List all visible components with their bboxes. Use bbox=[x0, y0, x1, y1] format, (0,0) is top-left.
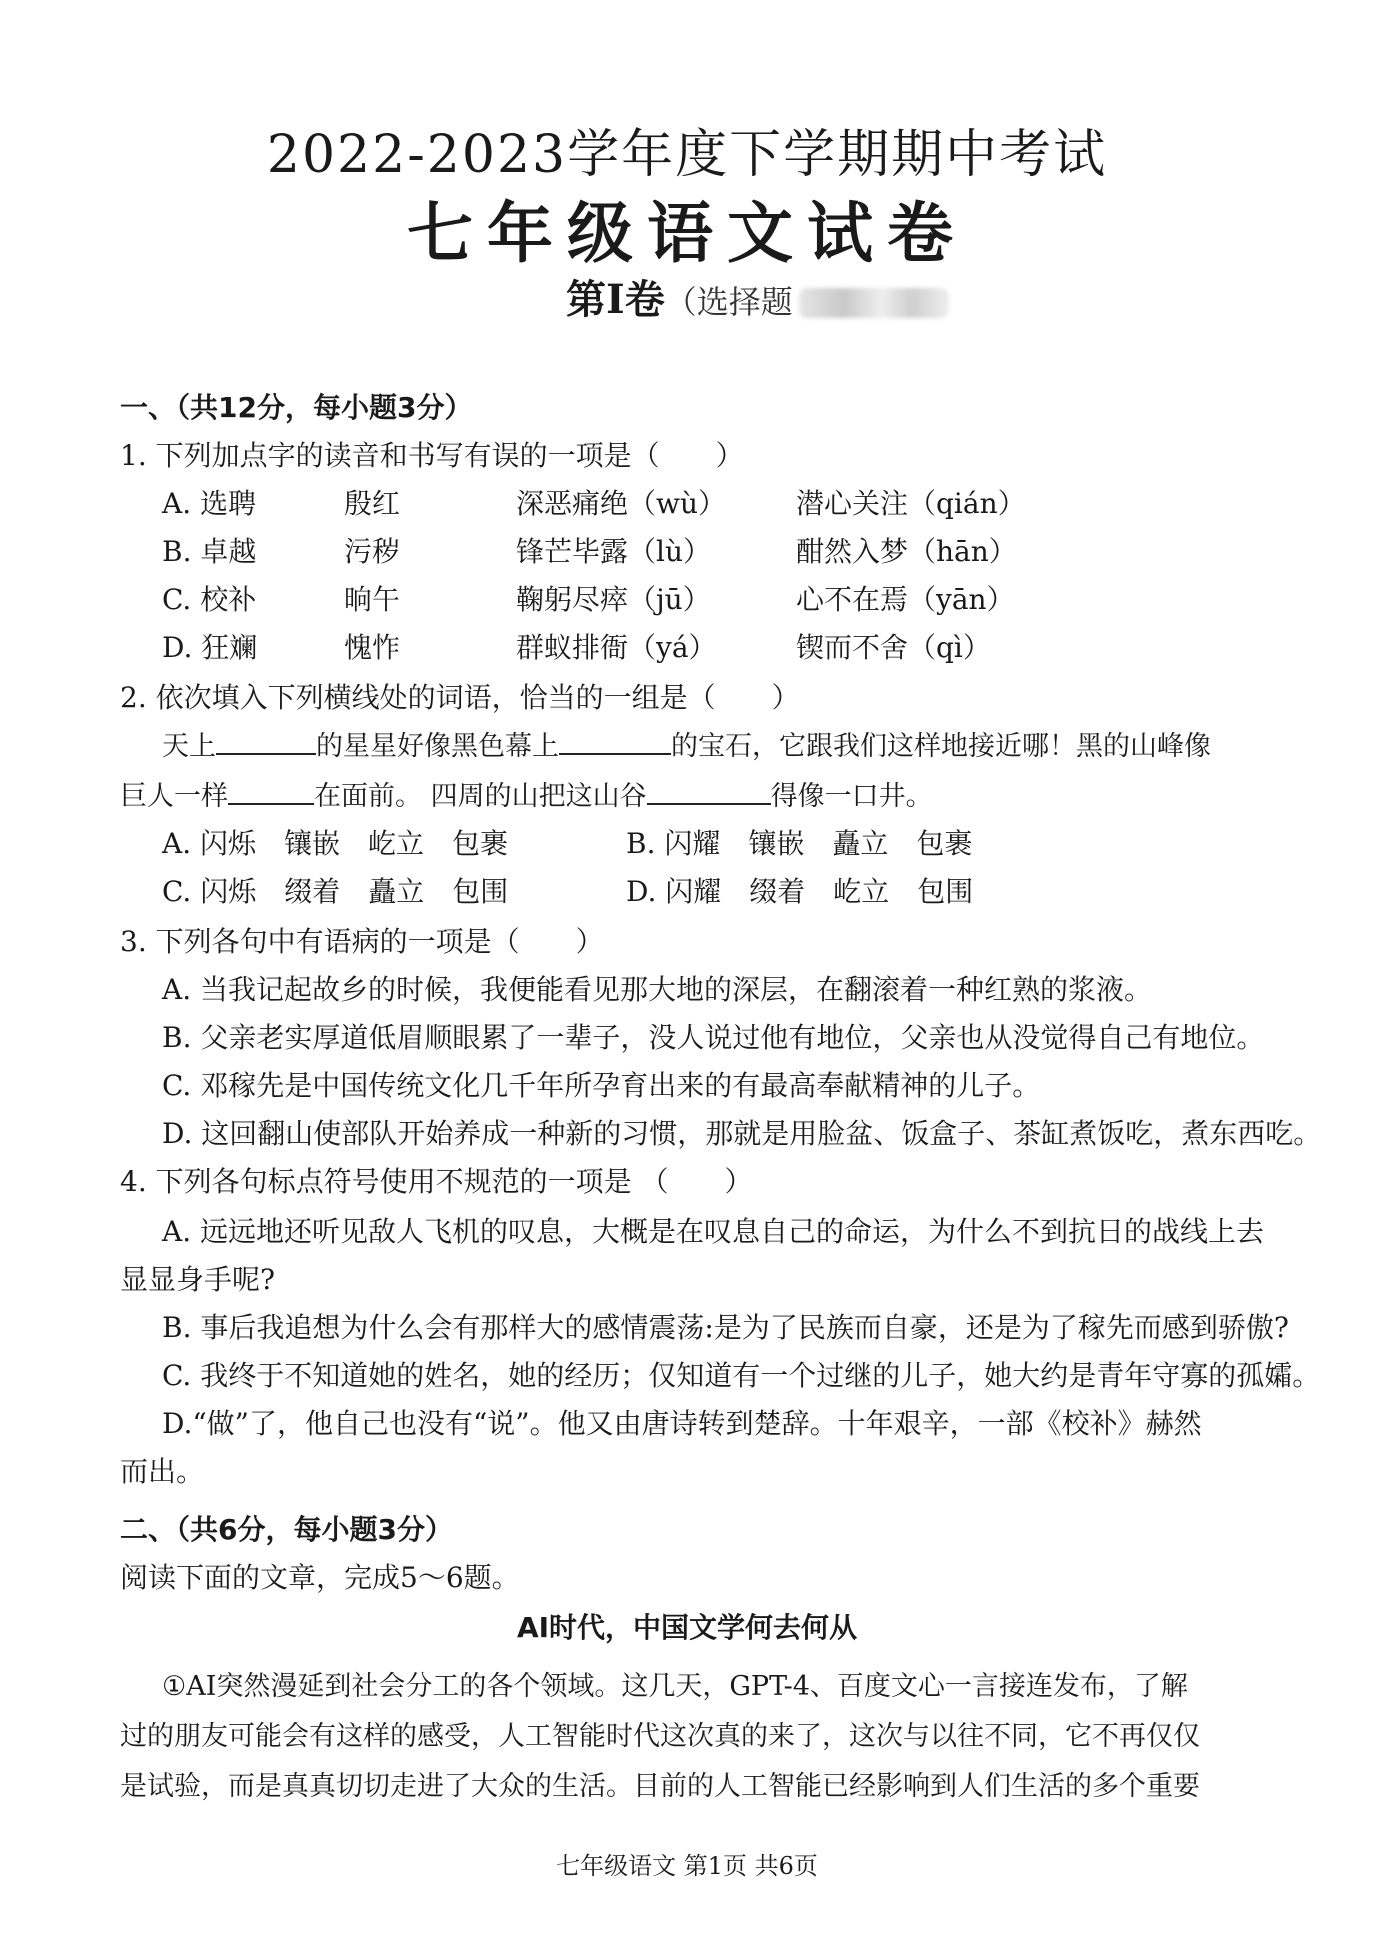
q3-option-a: A. 当我记起故乡的时候，我便能看见那大地的深层，在翻滚着一种红熟的浆液。 bbox=[162, 973, 1153, 1006]
q1-option-a-c4: 潜心关注（qián） bbox=[796, 487, 1026, 520]
q2-option-c: C. 闪烁 缀着 矗立 包围 bbox=[162, 875, 509, 908]
part-title-label: 第I卷 bbox=[566, 276, 665, 323]
section-2-heading: 二、（共6分，每小题3分） bbox=[120, 1513, 453, 1546]
q4-option-d-line1: D.“做”了，他自己也没有“说”。他又由唐诗转到楚辞。十年艰辛，一部《校补》赫然 bbox=[162, 1407, 1202, 1440]
q2-option-d: D. 闪耀 缀着 屹立 包围 bbox=[626, 875, 974, 908]
q4-option-c: C. 我终于不知道她的姓名，她的经历；仅知道有一个过继的儿子，她大约是青年守寡的孤孀。 bbox=[162, 1359, 1321, 1392]
q1-option-c-c1: C. 校补 bbox=[162, 583, 257, 616]
q1-option-d-c3: 群蚁排衙（yá） bbox=[516, 631, 717, 664]
q1-option-a-c3: 深恶痛绝（wù） bbox=[516, 487, 727, 520]
q4-option-a-line2: 显显身手呢? bbox=[120, 1263, 276, 1296]
q1-option-b-c2: 污秽 bbox=[344, 535, 401, 568]
q2-passage-text: 巨人一样 bbox=[120, 781, 228, 812]
fill-blank-line bbox=[647, 779, 771, 805]
fill-blank-line bbox=[228, 779, 314, 805]
q2-option-b: B. 闪耀 镶嵌 矗立 包裹 bbox=[626, 827, 973, 860]
article-title: AI时代，中国文学何去何从 bbox=[516, 1611, 858, 1644]
article-line: 是试验，而是真真切切走进了大众的生活。目前的人工智能已经影响到人们生活的多个重要 bbox=[120, 1771, 1200, 1802]
q4-option-d-line2: 而出。 bbox=[120, 1455, 205, 1488]
q2-passage-text: 天上 bbox=[162, 731, 216, 762]
exam-title-line1: 2022-2023学年度下学期期中考试 bbox=[266, 125, 1108, 185]
fill-blank-line bbox=[216, 729, 316, 755]
q2-passage-line1 bbox=[162, 724, 1211, 763]
section-1-heading: 一、（共12分，每小题3分） bbox=[120, 391, 473, 424]
section-2-instruction: 阅读下面的文章，完成5～6题。 bbox=[120, 1561, 520, 1594]
q2-passage-line2 bbox=[120, 774, 933, 813]
q2-option-a: A. 闪烁 镶嵌 屹立 包裹 bbox=[162, 827, 509, 860]
article-line: ①AI突然漫延到社会分工的各个领域。这几天，GPT-4、百度文心一言接连发布，了解 bbox=[162, 1671, 1188, 1702]
part-title bbox=[566, 268, 949, 325]
q2-passage-text: 在面前。 四周的山把这山谷 bbox=[314, 781, 647, 812]
exam-title-line2: 七年级语文试卷 bbox=[407, 195, 967, 272]
q1-option-b-c4: 酣然入梦（hān） bbox=[796, 535, 1017, 568]
q1-option-c-c3: 鞠躬尽瘁（jū） bbox=[516, 583, 711, 616]
q2-passage-text: 得像一口井。 bbox=[770, 781, 933, 812]
q1-option-c-c2: 晌午 bbox=[344, 583, 401, 616]
q1-option-c-c4: 心不在焉（yān） bbox=[796, 583, 1015, 616]
part-subtitle: （选择题 bbox=[664, 283, 793, 321]
q1-option-d-c1: D. 狂斓 bbox=[162, 631, 258, 664]
q3-option-d: D. 这回翻山使部队开始养成一种新的习惯，那就是用脸盆、饭盒子、茶缸煮饭吃，煮东西吃。 bbox=[162, 1117, 1322, 1150]
blurred-text-region bbox=[799, 288, 949, 318]
q1-option-a-c1: A. 选聘 bbox=[162, 487, 257, 520]
q2-passage-text: 的宝石，它跟我们这样地接近哪！黑的山峰像 bbox=[671, 731, 1211, 762]
q4-stem: 4. 下列各句标点符号使用不规范的一项是 （ ） bbox=[120, 1165, 753, 1198]
fill-blank-line bbox=[559, 729, 671, 755]
q1-option-d-c2: 愧怍 bbox=[344, 631, 401, 664]
article-line: 过的朋友可能会有这样的感受，人工智能时代这次真的来了，这次与以往不同，它不再仅仅 bbox=[120, 1721, 1200, 1752]
q1-stem: 1. 下列加点字的读音和书写有误的一项是（ ） bbox=[120, 439, 744, 472]
q4-option-a-line1: A. 远远地还听见敌人飞机的叹息，大概是在叹息自己的命运，为什么不到抗日的战线上去 bbox=[162, 1215, 1265, 1248]
q3-option-b: B. 父亲老实厚道低眉顺眼累了一辈子，没人说过他有地位，父亲也从没觉得自己有地位。 bbox=[162, 1021, 1265, 1054]
q3-option-c: C. 邓稼先是中国传统文化几千年所孕育出来的有最高奉献精神的儿子。 bbox=[162, 1069, 1041, 1102]
q2-passage-text: 的星星好像黑色幕上 bbox=[316, 731, 559, 762]
q1-option-b-c1: B. 卓越 bbox=[162, 535, 257, 568]
q1-option-a-c2: 殷红 bbox=[344, 487, 401, 520]
q3-stem: 3. 下列各句中有语病的一项是（ ） bbox=[120, 925, 604, 958]
q2-stem: 2. 依次填入下列横线处的词语，恰当的一组是（ ） bbox=[120, 681, 800, 714]
page-footer: 七年级语文 第1页 共6页 bbox=[556, 1852, 818, 1880]
q4-option-b: B. 事后我追想为什么会有那样大的感情震荡:是为了民族而自豪，还是为了稼先而感到骄傲? bbox=[162, 1311, 1289, 1344]
q1-option-b-c3: 锋芒毕露（lù） bbox=[516, 535, 711, 568]
q1-option-d-c4: 锲而不舍（qì） bbox=[796, 631, 991, 664]
